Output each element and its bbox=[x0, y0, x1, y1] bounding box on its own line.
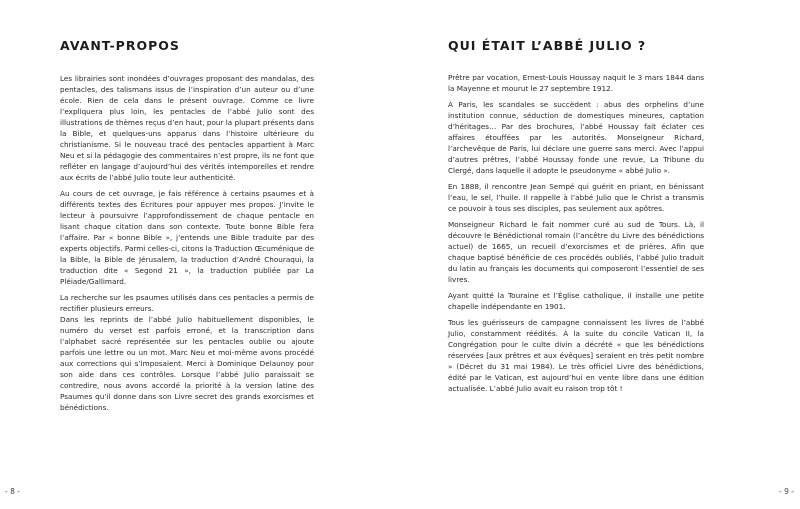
page-number: - 8 - bbox=[5, 487, 20, 496]
paragraph: Prêtre par vocation, Ernest-Louis Houssay naquit le 3 mars 1844 dans la Mayenne et mourut le 27 septembre 1912. bbox=[448, 73, 704, 93]
page-heading: QUI ÉTAIT L’ABBÉ JULIO ? bbox=[448, 38, 647, 53]
paragraph: Tous les guérisseurs de campagne connaissent les livres de l’abbé Julio, constamment réédités. À la suite du concile Vatican II, la Congrégation pour le culte divin a décrété « que les bénédictions réservées [aux prêtres et aux évêques] seraient en très petit nombre » (Décret du 31 mai 1984). Le très officiel Livre des bénédictions, édité par le Vatican, est aujourd’hui en vente libre dans une édition actualisée. L’abbé Julio avait eu raison trop tôt ! bbox=[448, 318, 704, 393]
paragraph: La recherche sur les psaumes utilisés dans ces pentacles a permis de rectifier plusieurs erreurs. bbox=[60, 293, 314, 313]
paragraph: Ayant quitté la Touraine et l’Église catholique, il installe une petite chapelle indépendante en 1901. bbox=[448, 291, 704, 311]
paragraph: Dans les reprints de l’abbé Julio habituellement disponibles, le numéro du verset est parfois erroné, et la transcription dans l’alphabet sacré représentée sur les pentacles oublie ou ajoute parfois une lettre ou un mot. Marc Neu et moi-même avons procédé aux corrections qui s’imposaient. Merci à Dominique Delaunoy pour son aide dans ces contrôles. Lorsque l’abbé Julio paraissait se contredire, nous avons accordé la priorité à la version latine des Psaumes qu’il donne dans son Livre secret des grands exorcismes et bénédictions. bbox=[60, 315, 314, 412]
page-number: - 9 - bbox=[779, 487, 794, 496]
page-body bbox=[60, 73, 314, 418]
paragraph: En 1888, il rencontre Jean Sempé qui guérit en priant, en bénissant l’eau, le sel, l’huile. Il rappelle à l’abbé Julio que le Christ a transmis ce pouvoir à tous ses disciples, pas seulement aux apôtres. bbox=[448, 182, 704, 213]
paragraph: Les librairies sont inondées d’ouvrages proposant des mandalas, des pentacles, des talismans issus de l’inspiration d’un auteur ou d’une école. Rien de cela dans le présent ouvrage. Comme ce livre l’expliquera plus loin, les pentacles de l’abbé Julio sont des illustrations de thèmes reçus d’en haut, pour la plupart présents dans la Bible, et quelques-uns apparus dans l’histoire ultérieure du christianisme. Si le nouveau tracé des pentacles appartient à Marc Neu et si la pédagogie des commentaires n’est propre, ils ne font que refléter en langage d’aujourd’hui des vérités intemporelles et rendre aux écrits de l’abbé Julio toute leur authenticité. bbox=[60, 74, 314, 182]
right-page bbox=[400, 0, 800, 509]
paragraph: Au cours de cet ouvrage, je fais référence à certains psaumes et à différents textes des Écritures pour appuyer mes propos. J’invite le lecteur à poursuivre l’approfondissement de chaque pentacle en lisant chaque citation dans son contexte. Toute bonne Bible fera l’affaire. Par « bonne Bible », j’entends une Bible traduite par des experts objectifs. Parmi celles-ci, citons la Traduction Œcuménique de la Bible, la Bible de Jérusalem, la traduction d’André Chouraqui, la traduction dite « Segond 21 », la traduction publiée par La Pléiade/Gallimard. bbox=[60, 189, 314, 286]
paragraph: Monseigneur Richard le fait nommer curé au sud de Tours. Là, il découvre le Bénédictional romain (l’ancêtre du Livre des bénédictions actuel) de 1665, un recueil d’exorcismes et de prières. Afin que chaque baptisé bénéficie de ces procédés oubliés, l’abbé Julio traduit du latin au français les documents qui composeront l’essentiel de ses livres. bbox=[448, 220, 704, 284]
paragraph: À Paris, les scandales se succèdent : abus des orphelins d’une institution connue, séduction de domestiques mineures, captation d’héritages… Par des brochures, l’abbé Houssay fait éclater ces affaires étouffées par les autorités. Monseigneur Richard, l’archevêque de Paris, lui déclare une guerre sans merci. Avec l’appui d’autres prêtres, l’abbé Houssay fonde une revue, La Tribune du Clergé, dans laquelle il adopte le pseudonyme « abbé Julio ». bbox=[448, 100, 704, 175]
page-heading: AVANT-PROPOS bbox=[60, 38, 180, 53]
page-body bbox=[448, 72, 704, 399]
